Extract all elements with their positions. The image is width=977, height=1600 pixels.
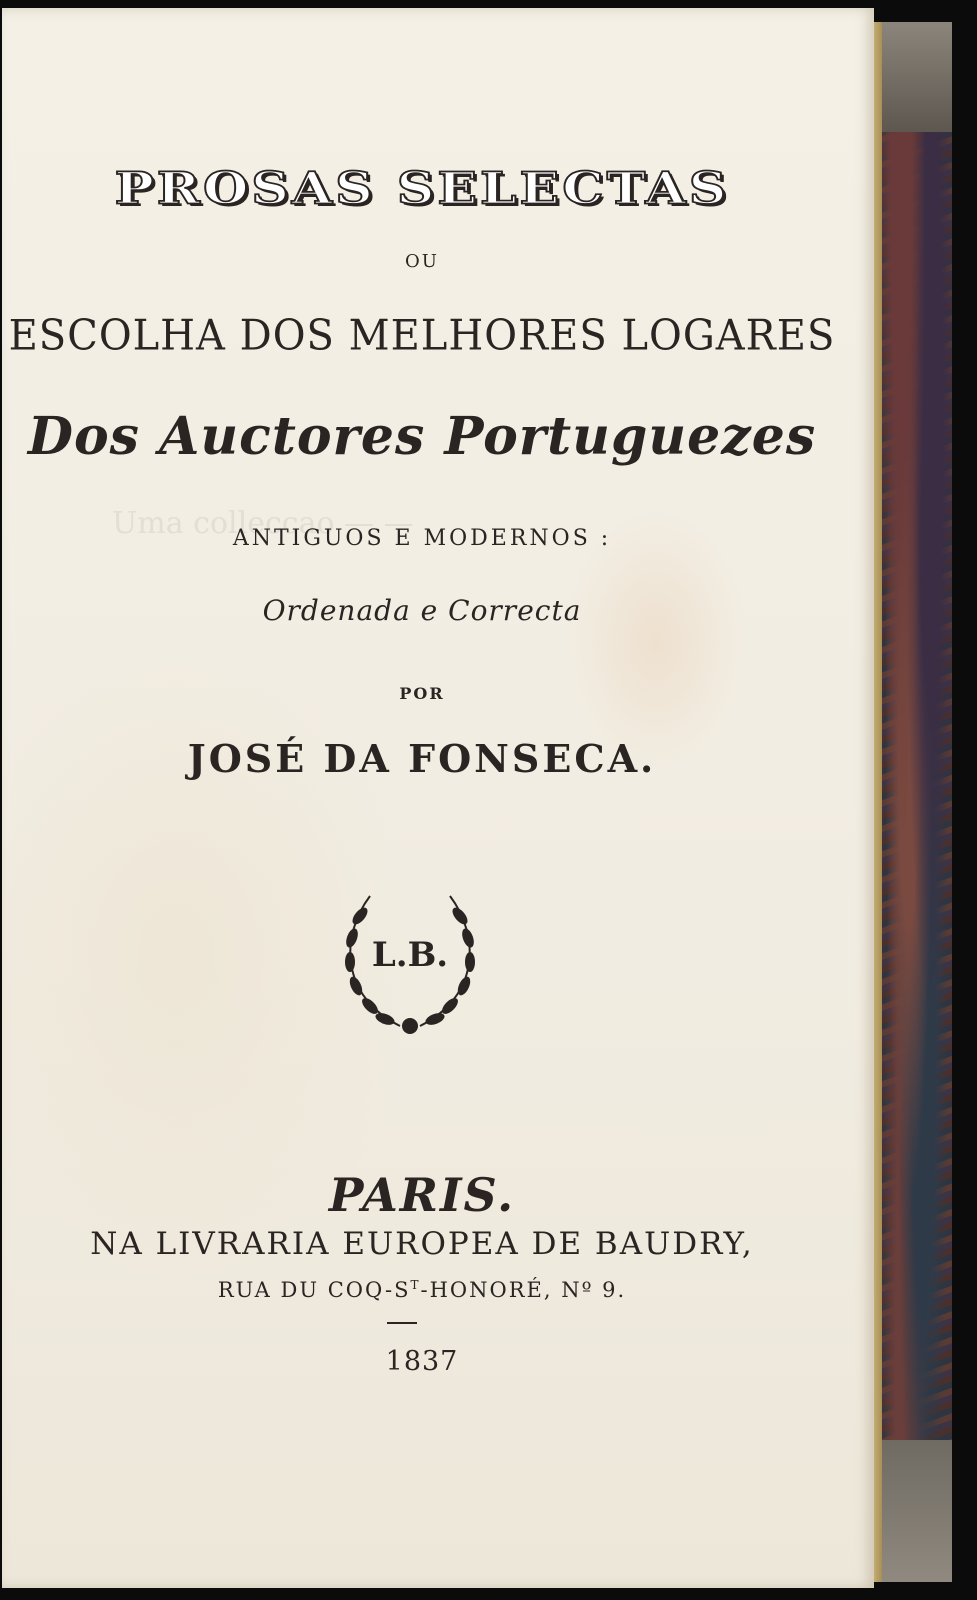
title-connector: OU <box>405 251 439 272</box>
title-page <box>2 8 874 1588</box>
spine-bottom-cloth <box>880 1440 952 1582</box>
by-label: POR <box>399 684 445 703</box>
laurel-wreath-emblem <box>330 876 490 1041</box>
era-line: ANTIGUOS E MODERNOS : <box>232 526 612 551</box>
rule-divider <box>387 1322 417 1324</box>
publisher-name: NA LIVRARIA EUROPEA DE BAUDRY, <box>90 1226 754 1262</box>
authors-line: Dos Auctores Portuguezes <box>27 406 817 467</box>
edited-line: Ordenada e Correcta <box>262 594 582 627</box>
address-superscript: T <box>410 1278 421 1292</box>
imprint-city: PARIS. <box>328 1168 516 1222</box>
book-subtitle: ESCOLHA DOS MELHORES LOGARES <box>8 311 836 361</box>
address-prefix: RUA DU COQ-S <box>217 1278 411 1302</box>
publication-year: 1837 <box>385 1346 459 1377</box>
author-name: JOSÉ DA FONSECA. <box>187 736 657 781</box>
emblem-monogram: L.B. <box>371 935 449 975</box>
address-suffix: -HONORÉ, Nº 9. <box>420 1278 627 1302</box>
spine-top-cloth <box>880 22 952 132</box>
show-through-text: Uma colleccao — — <box>112 506 414 541</box>
book-title: PROSAS SELECTAS <box>114 162 730 215</box>
marbled-spine <box>880 22 952 1582</box>
publisher-address <box>2 1278 842 1302</box>
